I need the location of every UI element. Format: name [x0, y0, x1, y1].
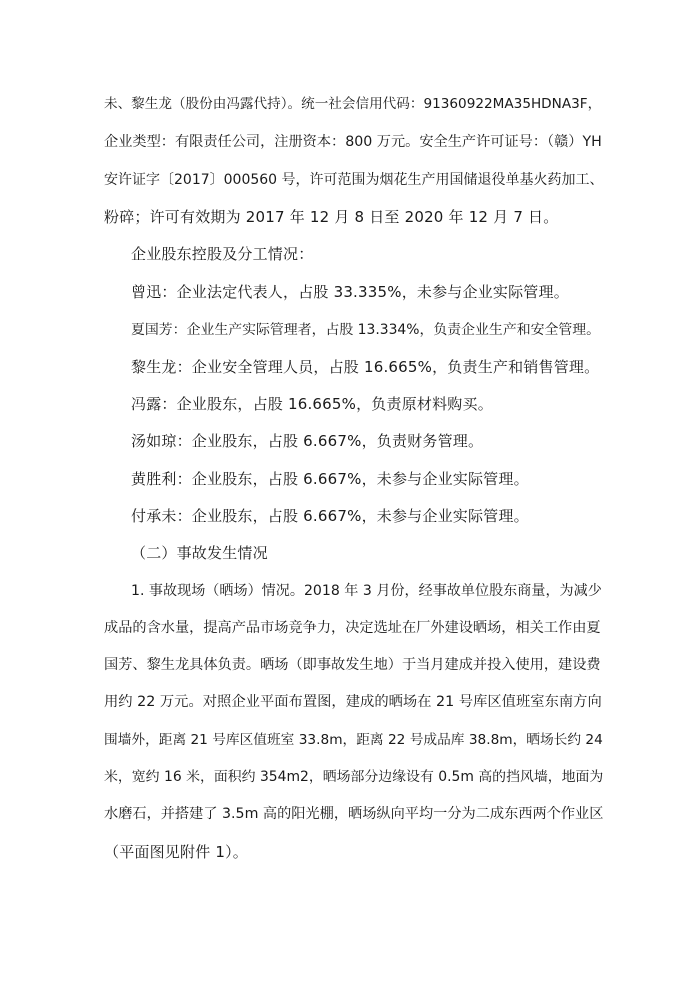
incident-paragraph-line: 围墙外，距离 21 号库区值班室 33.8m，距离 22 号成品库 38.8m，晒场长约 24	[104, 732, 603, 748]
shareholder-item: 汤如琼：企业股东，占股 6.667%，负责财务管理。	[131, 432, 484, 450]
incident-paragraph-line: 水磨石，并搭建了 3.5m 高的阳光棚，晒场纵向平均一分为二成东西两个作业区	[104, 806, 604, 822]
shareholders-heading: 企业股东控股及分工情况：	[131, 245, 314, 263]
company-info-line: 未、黎生龙（股份由冯露代持）。统一社会信用代码：91360922MA35HDNA3F，	[104, 96, 602, 112]
incident-paragraph-line: （平面图见附件 1）。	[104, 843, 249, 861]
incident-paragraph-line: 国芳、黎生龙具体负责。晒场（即事故发生地）于当月建成并投入使用，建设费	[104, 657, 601, 673]
shareholder-item: 冯露：企业股东，占股 16.665%，负责原材料购买。	[131, 395, 493, 413]
shareholder-item: 黄胜利：企业股东，占股 6.667%，未参与企业实际管理。	[131, 470, 529, 488]
shareholder-item: 付承未：企业股东，占股 6.667%，未参与企业实际管理。	[131, 507, 529, 525]
shareholder-item: 曾迅：企业法定代表人，占股 33.335%，未参与企业实际管理。	[131, 283, 569, 301]
incident-paragraph-line: 米，宽约 16 米，面积约 354m2，晒场部分边缘设有 0.5m 高的挡风墙，地面为	[104, 769, 604, 785]
incident-paragraph-line: 用约 22 万元。对照企业平面布置图，建成的晒场在 21 号库区值班室东南方向	[104, 694, 602, 710]
incident-paragraph-line: 成品的含水量，提高产品市场竞争力，决定选址在厂外建设晒场，相关工作由夏	[104, 620, 601, 636]
shareholder-item: 夏国芳：企业生产实际管理者，占股 13.334%，负责企业生产和安全管理。	[131, 322, 601, 338]
section-heading: （二）事故发生情况	[131, 544, 268, 562]
incident-paragraph-line: 1. 事故现场（晒场）情况。2018 年 3 月份，经事故单位股东商量，为减少	[131, 583, 602, 599]
shareholder-item: 黎生龙：企业安全管理人员，占股 16.665%，负责生产和销售管理。	[131, 358, 600, 376]
company-info-line: 粉碎；许可有效期为 2017 年 12 月 8 日至 2020 年 12 月 7 日。	[104, 208, 559, 226]
company-info-line: 企业类型：有限责任公司，注册资本：800 万元。安全生产许可证号：（赣）YH	[104, 134, 602, 150]
company-info-line: 安许证字〔2017〕000560 号，许可范围为烟花生产用国储退役单基火药加工、	[104, 172, 604, 188]
